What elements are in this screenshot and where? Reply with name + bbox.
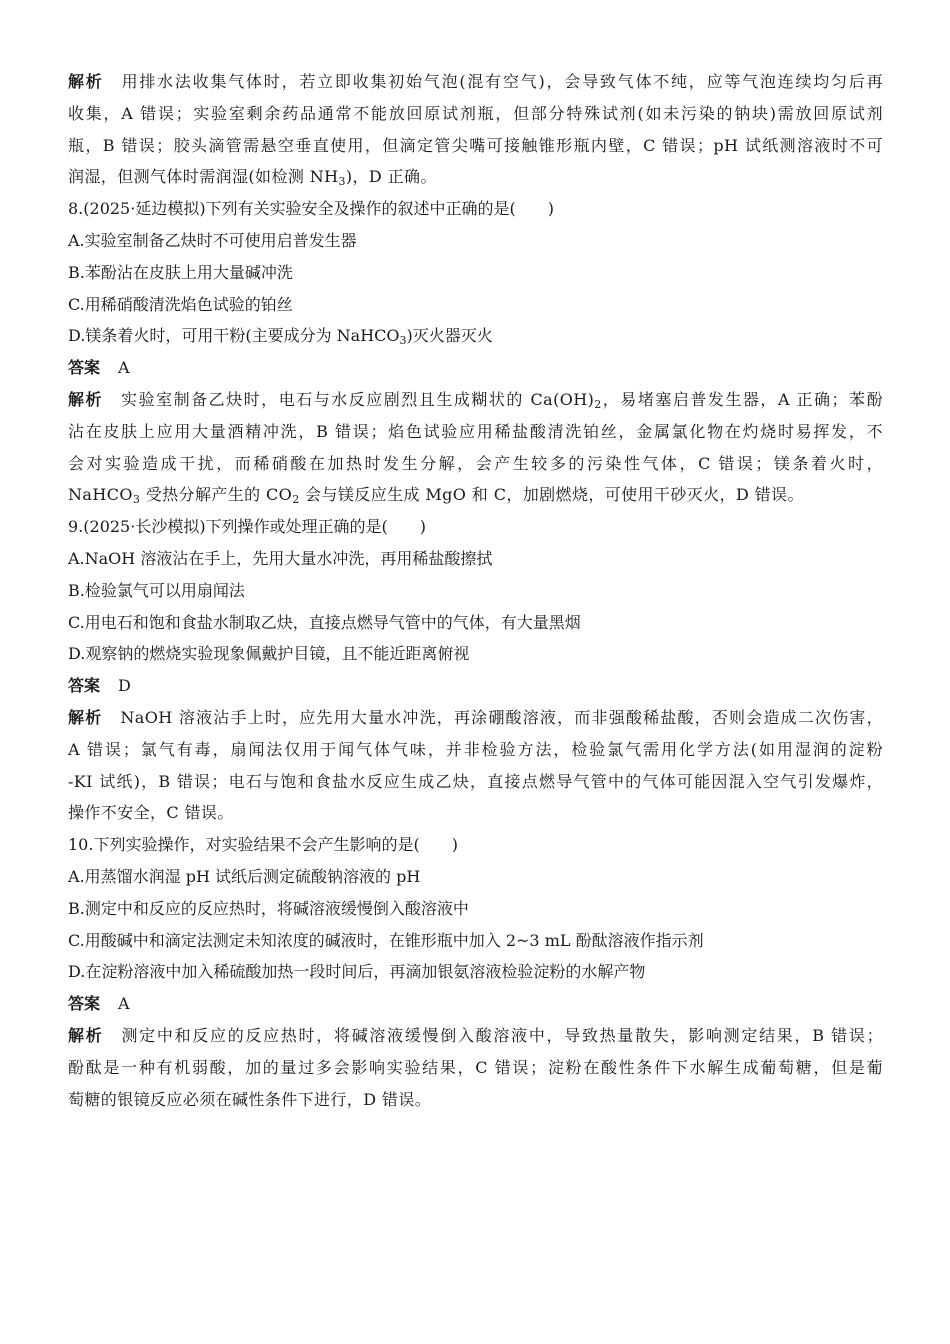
q8-option-c: C.用稀硝酸清洗焰色试验的铂丝 xyxy=(68,294,293,314)
q8-analysis-line-3: 会对实验造成干扰，而稀硝酸在加热时发生分解，会产生较多的污染性气体，C 错误；镁条着火时， xyxy=(68,453,883,473)
q7-analysis-line-1: 解析 用排水法收集气体时，若立即收集初始气泡(混有空气)，会导致气体不纯，应等气泡连续均匀后再 xyxy=(68,72,883,91)
q8-stem: 8.(2025·延边模拟)下列有关实验安全及操作的叙述中正确的是( ) xyxy=(68,199,555,219)
q7-analysis-line-4: 润湿，但测气体时需润湿(如检测 $NH_3$)，D 正确。 xyxy=(68,167,437,189)
question-9 xyxy=(68,511,883,829)
q10-option-b: B.测定中和反应的反应热时，将碱溶液缓慢倒入酸溶液中 xyxy=(68,898,469,918)
q8-analysis-line-1: 解析 实验室制备乙炔时，电石与水反应剧烈且生成糊状的 $Ca(OH)_2$，易堵塞启普发生器，A 正确；苯酚 xyxy=(68,389,883,411)
q9-analysis-line-2: A 错误；氯气有毒，扇闻法仅用于闻气体气味，并非检验方法，检验氯气需用化学方法(如用湿润的淀粉 xyxy=(68,739,883,759)
q7-analysis-line-3: 瓶，B 错误；胶头滴管需悬空垂直使用，但滴定管尖嘴可接触锥形瓶内壁，C 错误；pH 试纸测溶液时不可 xyxy=(68,135,883,155)
q9-option-b: B.检验氯气可以用扇闻法 xyxy=(68,580,245,600)
answer-label: 答案 xyxy=(68,994,101,1014)
q8-option-b: B.苯酚沾在皮肤上用大量碱冲洗 xyxy=(68,262,293,282)
q9-analysis-line-4: 操作不安全，C 错误。 xyxy=(68,803,234,823)
q9-option-d: D.观察钠的燃烧实验现象佩戴护目镜，且不能近距离俯视 xyxy=(68,644,470,664)
q10-answer-value: A xyxy=(118,994,130,1014)
q8-answer-value: A xyxy=(118,358,130,378)
q10-analysis-line-2: 酚酞是一种有机弱酸，加的量过多会影响实验结果，C 错误；淀粉在酸性条件下水解生成葡萄糖，但是葡 xyxy=(68,1057,883,1077)
question-8 xyxy=(68,193,883,511)
q9-analysis-line-3: -KI 试纸)，B 错误；电石与饱和食盐水反应生成乙炔，直接点燃导气管中的气体可能因混入空气引发爆炸， xyxy=(68,771,883,791)
document-content xyxy=(68,66,883,1115)
q9-option-c: C.用电石和饱和食盐水制取乙炔，直接点燃导气管中的气体，有大量黑烟 xyxy=(68,612,581,632)
q10-analysis-line-3: 萄糖的银镜反应必须在碱性条件下进行，D 错误。 xyxy=(68,1089,432,1109)
q9-answer xyxy=(68,670,883,702)
q9-analysis-line-1: 解析 NaOH 溶液沾手上时，应先用大量水冲洗，再涂硼酸溶液，而非强酸稀盐酸，否则会造成二次伤害， xyxy=(68,707,883,727)
q9-answer-value: D xyxy=(118,676,131,696)
q8-analysis-line-2: 沾在皮肤上应用大量酒精冲洗，B 错误；焰色试验应用稀盐酸清洗铂丝，金属氯化物在灼烧时易挥发，不 xyxy=(68,421,883,441)
q10-stem: 10.下列实验操作，对实验结果不会产生影响的是( ) xyxy=(68,835,458,855)
q10-answer xyxy=(68,988,883,1020)
analysis-label: 解析 xyxy=(68,72,104,91)
question-10 xyxy=(68,829,883,1115)
answer-label: 答案 xyxy=(68,358,101,378)
q8-analysis-line-4: NaHCO$_3$ 受热分解产生的 $CO_2$ 会与镁反应生成 MgO 和 C，加剧燃烧，可使用干砂灭火，D 错误。 xyxy=(68,485,804,507)
q7-analysis-line-2: 收集，A 错误；实验室剩余药品通常不能放回原试剂瓶，但部分特殊试剂(如未污染的钠块)需放回原试剂 xyxy=(68,103,883,123)
q10-option-a: A.用蒸馏水润湿 pH 试纸后测定硫酸钠溶液的 pH xyxy=(68,866,421,886)
q9-stem: 9.(2025·长沙模拟)下列操作或处理正确的是( ) xyxy=(68,517,427,537)
analysis-label: 解析 xyxy=(68,1025,104,1045)
analysis-label: 解析 xyxy=(68,389,104,409)
q10-option-c: C.用酸碱中和滴定法测定未知浓度的碱液时，在锥形瓶中加入 2~3 mL 酚酞溶液作指示剂 xyxy=(68,930,704,950)
q9-option-a: A.NaOH 溶液沾在手上，先用大量水冲洗，再用稀盐酸擦拭 xyxy=(68,548,493,568)
q8-answer xyxy=(68,352,883,384)
q8-option-a: A.实验室制备乙炔时不可使用启普发生器 xyxy=(68,230,357,250)
analysis-label: 解析 xyxy=(68,707,103,727)
q10-analysis-line-1: 解析 测定中和反应的反应热时，将碱溶液缓慢倒入酸溶液中，导致热量散失，影响测定结果，B 错误； xyxy=(68,1025,883,1045)
q7-analysis xyxy=(68,66,883,193)
q10-option-d: D.在淀粉溶液中加入稀硫酸加热一段时间后，再滴加银氨溶液检验淀粉的水解产物 xyxy=(68,962,646,982)
q8-option-d: D.镁条着火时，可用干粉(主要成分为 NaHCO$_3$)灭火器灭火 xyxy=(68,326,493,348)
answer-label: 答案 xyxy=(68,676,101,696)
